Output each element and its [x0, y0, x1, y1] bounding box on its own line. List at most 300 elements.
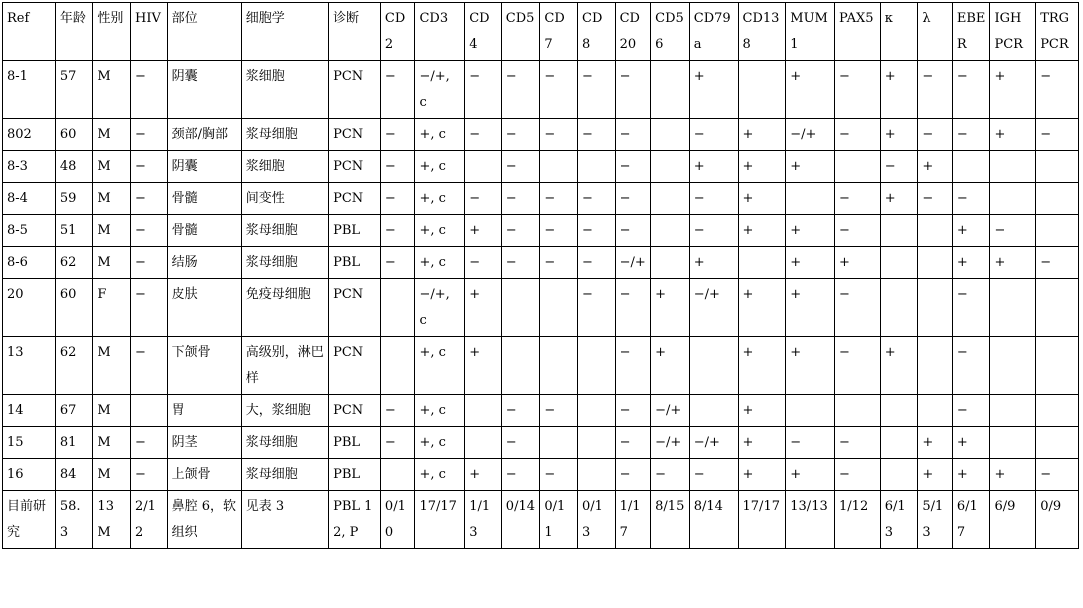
table-cell	[501, 337, 540, 395]
table-cell: PBL 12, P	[329, 491, 381, 549]
column-header: CD5	[501, 3, 540, 61]
table-cell: −	[501, 119, 540, 151]
table-cell: 8-3	[3, 151, 56, 183]
table-cell: +	[738, 395, 786, 427]
table-cell: −	[835, 61, 881, 119]
table-cell: −	[990, 215, 1036, 247]
table-cell: M	[93, 61, 131, 119]
table-cell: PCN	[329, 337, 381, 395]
table-cell: PBL	[329, 247, 381, 279]
table-cell: −	[578, 247, 616, 279]
table-cell: +	[990, 61, 1036, 119]
table-cell: −	[540, 215, 578, 247]
column-header: CD4	[465, 3, 502, 61]
table-cell: 皮肤	[167, 279, 241, 337]
table-cell: +, c	[415, 247, 465, 279]
table-cell: 浆母细胞	[241, 215, 328, 247]
table-cell	[465, 427, 502, 459]
table-row	[3, 151, 1079, 183]
table-cell: 见表 3	[241, 491, 328, 549]
table-cell: M	[93, 247, 131, 279]
table-cell: 62	[55, 337, 93, 395]
table-cell: +	[918, 151, 953, 183]
table-cell	[738, 247, 786, 279]
table-cell: +	[689, 151, 738, 183]
table-cell: 浆细胞	[241, 151, 328, 183]
table-cell	[540, 427, 578, 459]
table-cell	[1036, 151, 1079, 183]
table-cell: −	[380, 247, 415, 279]
table-cell	[651, 61, 690, 119]
table-cell	[501, 279, 540, 337]
column-header: HIV	[131, 3, 168, 61]
table-cell: +	[738, 183, 786, 215]
table-cell: 14	[3, 395, 56, 427]
table-cell: 鼻腔 6，软组织	[167, 491, 241, 549]
table-cell: +, c	[415, 337, 465, 395]
table-cell: −	[615, 119, 651, 151]
table-cell: +	[651, 337, 690, 395]
table-cell: +	[918, 459, 953, 491]
table-cell	[540, 151, 578, 183]
table-cell: 67	[55, 395, 93, 427]
table-cell: −	[380, 215, 415, 247]
column-header: CD7	[540, 3, 578, 61]
table-cell: 8/15	[651, 491, 690, 549]
table-cell	[918, 395, 953, 427]
table-row	[3, 491, 1079, 549]
table-cell	[738, 61, 786, 119]
table-cell: PCN	[329, 119, 381, 151]
table-cell	[990, 395, 1036, 427]
table-cell: 8-5	[3, 215, 56, 247]
table-cell: −	[540, 247, 578, 279]
table-cell: −/+	[689, 279, 738, 337]
table-row	[3, 247, 1079, 279]
table-cell: +	[952, 459, 990, 491]
table-cell: 57	[55, 61, 93, 119]
table-cell	[1036, 183, 1079, 215]
table-cell: +	[786, 61, 835, 119]
table-cell: −	[835, 119, 881, 151]
table-cell: 59	[55, 183, 93, 215]
table-cell: −	[540, 459, 578, 491]
table-cell: 15	[3, 427, 56, 459]
table-cell: M	[93, 183, 131, 215]
table-cell: 17/17	[738, 491, 786, 549]
table-cell: −	[501, 183, 540, 215]
table-cell	[651, 119, 690, 151]
table-cell: 6/13	[880, 491, 918, 549]
table-cell: −	[501, 215, 540, 247]
table-cell	[1036, 215, 1079, 247]
table-cell: −	[1036, 61, 1079, 119]
table-cell	[1036, 427, 1079, 459]
table-cell: 8-1	[3, 61, 56, 119]
table-cell: −	[380, 151, 415, 183]
table-cell: −	[880, 151, 918, 183]
table-cell: PCN	[329, 151, 381, 183]
table-row	[3, 119, 1079, 151]
table-cell: M	[93, 427, 131, 459]
table-cell	[380, 279, 415, 337]
table-cell: −	[465, 247, 502, 279]
table-cell: −	[501, 61, 540, 119]
table-cell: +	[738, 279, 786, 337]
table-cell: −	[615, 459, 651, 491]
table-cell: −	[540, 183, 578, 215]
table-cell: 8-6	[3, 247, 56, 279]
table-cell: +	[738, 119, 786, 151]
table-cell: −	[380, 183, 415, 215]
column-header: 年龄	[55, 3, 93, 61]
table-cell: 1/13	[465, 491, 502, 549]
table-cell: −	[952, 183, 990, 215]
table-cell: −	[952, 61, 990, 119]
table-cell: +, c	[415, 151, 465, 183]
table-cell: +	[786, 247, 835, 279]
table-cell: −	[1036, 119, 1079, 151]
table-cell	[689, 395, 738, 427]
table-cell: −	[578, 215, 616, 247]
table-cell: −	[131, 61, 168, 119]
table-cell	[465, 151, 502, 183]
table-cell: +	[786, 279, 835, 337]
table-cell	[786, 183, 835, 215]
table-cell: −	[689, 119, 738, 151]
table-cell: 13/13	[786, 491, 835, 549]
column-header: CD8	[578, 3, 616, 61]
table-cell	[918, 215, 953, 247]
table-cell: 48	[55, 151, 93, 183]
table-cell: −	[1036, 247, 1079, 279]
table-cell	[578, 395, 616, 427]
table-cell	[918, 247, 953, 279]
table-cell: −	[578, 119, 616, 151]
table-cell	[880, 427, 918, 459]
table-cell: M	[93, 151, 131, 183]
table-cell: −	[1036, 459, 1079, 491]
table-cell	[651, 183, 690, 215]
table-cell	[651, 151, 690, 183]
table-cell: −	[918, 119, 953, 151]
table-cell: −	[835, 337, 881, 395]
table-cell	[786, 395, 835, 427]
table-cell: 0/11	[540, 491, 578, 549]
table-cell: 84	[55, 459, 93, 491]
table-cell: +	[738, 427, 786, 459]
table-cell: +	[880, 337, 918, 395]
table-cell: +	[990, 459, 1036, 491]
table-cell: 58.3	[55, 491, 93, 549]
table-cell: M	[93, 215, 131, 247]
table-cell: −	[578, 279, 616, 337]
table-cell: +	[689, 61, 738, 119]
table-cell: 1/12	[835, 491, 881, 549]
table-row	[3, 61, 1079, 119]
column-header: λ	[918, 3, 953, 61]
table-cell: −	[835, 459, 881, 491]
table-cell: −	[578, 61, 616, 119]
column-header: EBER	[952, 3, 990, 61]
table-cell: +	[835, 247, 881, 279]
column-header: CD2	[380, 3, 415, 61]
table-cell: 8-4	[3, 183, 56, 215]
table-cell: −	[952, 337, 990, 395]
table-cell: +	[990, 247, 1036, 279]
table-cell: −	[952, 119, 990, 151]
table-cell	[1036, 337, 1079, 395]
table-cell	[880, 247, 918, 279]
column-header: CD138	[738, 3, 786, 61]
table-cell	[651, 247, 690, 279]
table-cell	[1036, 279, 1079, 337]
table-cell: −/+, c	[415, 61, 465, 119]
table-cell: PBL	[329, 459, 381, 491]
table-cell: −	[131, 119, 168, 151]
column-header: TRG PCR	[1036, 3, 1079, 61]
table-cell	[990, 427, 1036, 459]
table-cell: −	[501, 459, 540, 491]
table-cell	[918, 279, 953, 337]
table-cell: +	[465, 279, 502, 337]
table-cell: −	[501, 151, 540, 183]
table-row	[3, 183, 1079, 215]
table-cell: 6/17	[952, 491, 990, 549]
table-cell	[131, 395, 168, 427]
table-cell: −	[918, 183, 953, 215]
table-cell: −	[615, 427, 651, 459]
table-cell: 上颌骨	[167, 459, 241, 491]
table-cell: −	[615, 215, 651, 247]
table-cell: 下颌骨	[167, 337, 241, 395]
table-cell: PBL	[329, 427, 381, 459]
table-cell: 17/17	[415, 491, 465, 549]
table-cell: −	[540, 61, 578, 119]
table-cell: −	[651, 459, 690, 491]
table-cell: M	[93, 337, 131, 395]
table-cell: −	[131, 427, 168, 459]
table-cell: −	[615, 395, 651, 427]
table-cell: +	[465, 337, 502, 395]
table-cell	[952, 151, 990, 183]
table-cell: PCN	[329, 279, 381, 337]
table-cell: +, c	[415, 119, 465, 151]
table-cell: 浆母细胞	[241, 247, 328, 279]
table-cell: 6/9	[990, 491, 1036, 549]
table-cell: 浆母细胞	[241, 119, 328, 151]
table-cell: −	[131, 247, 168, 279]
table-cell	[880, 215, 918, 247]
table-cell: +	[465, 459, 502, 491]
table-cell: 5/13	[918, 491, 953, 549]
table-cell: 大，浆细胞	[241, 395, 328, 427]
table-cell: 浆母细胞	[241, 459, 328, 491]
table-cell	[990, 151, 1036, 183]
table-cell: 0/14	[501, 491, 540, 549]
table-cell: −/+	[689, 427, 738, 459]
table-cell: −	[615, 151, 651, 183]
table-cell: −	[835, 279, 881, 337]
table-row	[3, 279, 1079, 337]
table-cell: +	[880, 119, 918, 151]
table-cell: 间变性	[241, 183, 328, 215]
table-cell: +	[952, 215, 990, 247]
table-row	[3, 215, 1079, 247]
table-cell: 骨髓	[167, 215, 241, 247]
table-cell	[578, 151, 616, 183]
table-cell: −	[952, 279, 990, 337]
table-cell: +	[689, 247, 738, 279]
table-cell: 16	[3, 459, 56, 491]
table-cell: 20	[3, 279, 56, 337]
table-row	[3, 459, 1079, 491]
table-cell	[380, 459, 415, 491]
table-cell: +	[738, 337, 786, 395]
table-cell: 免疫母细胞	[241, 279, 328, 337]
table-cell: −/+	[786, 119, 835, 151]
table-cell: −/+, c	[415, 279, 465, 337]
table-cell: 62	[55, 247, 93, 279]
table-cell: −	[380, 427, 415, 459]
table-cell: 60	[55, 279, 93, 337]
table-cell: +, c	[415, 395, 465, 427]
header-row	[3, 3, 1079, 61]
table-cell: −	[131, 183, 168, 215]
column-header: 细胞学	[241, 3, 328, 61]
column-header: IGH PCR	[990, 3, 1036, 61]
table-cell	[880, 459, 918, 491]
table-cell: −	[380, 395, 415, 427]
column-header: CD20	[615, 3, 651, 61]
immunophenotype-table	[2, 2, 1079, 549]
table-cell: 81	[55, 427, 93, 459]
table-cell: −	[689, 459, 738, 491]
column-header: PAX5	[835, 3, 881, 61]
table-cell: −	[615, 61, 651, 119]
column-header: 性别	[93, 3, 131, 61]
table-cell: −	[918, 61, 953, 119]
table-cell	[578, 337, 616, 395]
table-cell: 浆细胞	[241, 61, 328, 119]
table-cell: 60	[55, 119, 93, 151]
table-cell: +	[651, 279, 690, 337]
table-cell: +	[786, 151, 835, 183]
table-cell: −	[615, 183, 651, 215]
table-cell	[835, 395, 881, 427]
table-cell: 1/17	[615, 491, 651, 549]
table-cell: +, c	[415, 215, 465, 247]
table-cell: 8/14	[689, 491, 738, 549]
table-cell: PBL	[329, 215, 381, 247]
table-cell: +	[990, 119, 1036, 151]
table-cell	[651, 215, 690, 247]
table-cell	[880, 279, 918, 337]
table-cell: 骨髓	[167, 183, 241, 215]
table-cell	[465, 395, 502, 427]
table-cell: 13	[3, 337, 56, 395]
table-cell: −	[540, 395, 578, 427]
table-cell: −	[952, 395, 990, 427]
table-cell: +	[786, 459, 835, 491]
table-cell: −	[689, 215, 738, 247]
table-cell: 802	[3, 119, 56, 151]
table-cell: +	[880, 61, 918, 119]
column-header: CD3	[415, 3, 465, 61]
table-cell: −	[615, 279, 651, 337]
table-cell: 结肠	[167, 247, 241, 279]
table-cell: 目前研究	[3, 491, 56, 549]
table-cell: −/+	[615, 247, 651, 279]
table-row	[3, 337, 1079, 395]
table-cell: +	[786, 215, 835, 247]
table-cell: 0/9	[1036, 491, 1079, 549]
table-cell: 阴囊	[167, 61, 241, 119]
table-cell	[990, 279, 1036, 337]
table-cell: 51	[55, 215, 93, 247]
column-header: κ	[880, 3, 918, 61]
table-cell	[380, 337, 415, 395]
table-cell: +	[738, 459, 786, 491]
table-cell	[990, 337, 1036, 395]
table-cell: 0/13	[578, 491, 616, 549]
table-cell: +	[738, 215, 786, 247]
column-header: CD56	[651, 3, 690, 61]
table-cell: −	[540, 119, 578, 151]
table-cell	[835, 151, 881, 183]
table-cell: −	[131, 151, 168, 183]
table-cell: 0/10	[380, 491, 415, 549]
column-header: 诊断	[329, 3, 381, 61]
table-cell: −	[835, 215, 881, 247]
table-cell: −	[501, 247, 540, 279]
table-cell: 阴茎	[167, 427, 241, 459]
table-cell: −	[380, 61, 415, 119]
table-cell: 高级别，淋巴样	[241, 337, 328, 395]
table-cell	[880, 395, 918, 427]
table-cell: +	[918, 427, 953, 459]
table-cell: +	[880, 183, 918, 215]
table-cell: 阴囊	[167, 151, 241, 183]
table-cell: −/+	[651, 395, 690, 427]
table-cell: −	[578, 183, 616, 215]
table-cell: +	[952, 427, 990, 459]
table-cell: −	[786, 427, 835, 459]
table-row	[3, 395, 1079, 427]
table-cell	[540, 279, 578, 337]
table-cell	[990, 183, 1036, 215]
table-cell: 浆母细胞	[241, 427, 328, 459]
table-cell: −/+	[651, 427, 690, 459]
table-cell: 胃	[167, 395, 241, 427]
table-cell: −	[465, 119, 502, 151]
table-cell	[689, 337, 738, 395]
table-cell: −	[131, 337, 168, 395]
table-cell: −	[689, 183, 738, 215]
column-header: MUM1	[786, 3, 835, 61]
table-cell: −	[131, 279, 168, 337]
column-header: Ref	[3, 3, 56, 61]
table-cell	[540, 337, 578, 395]
table-cell: M	[93, 395, 131, 427]
table-cell	[578, 427, 616, 459]
table-cell: +	[952, 247, 990, 279]
table-cell: −	[380, 119, 415, 151]
table-row	[3, 427, 1079, 459]
table-cell: −	[835, 427, 881, 459]
column-header: CD79a	[689, 3, 738, 61]
table-cell: −	[131, 215, 168, 247]
